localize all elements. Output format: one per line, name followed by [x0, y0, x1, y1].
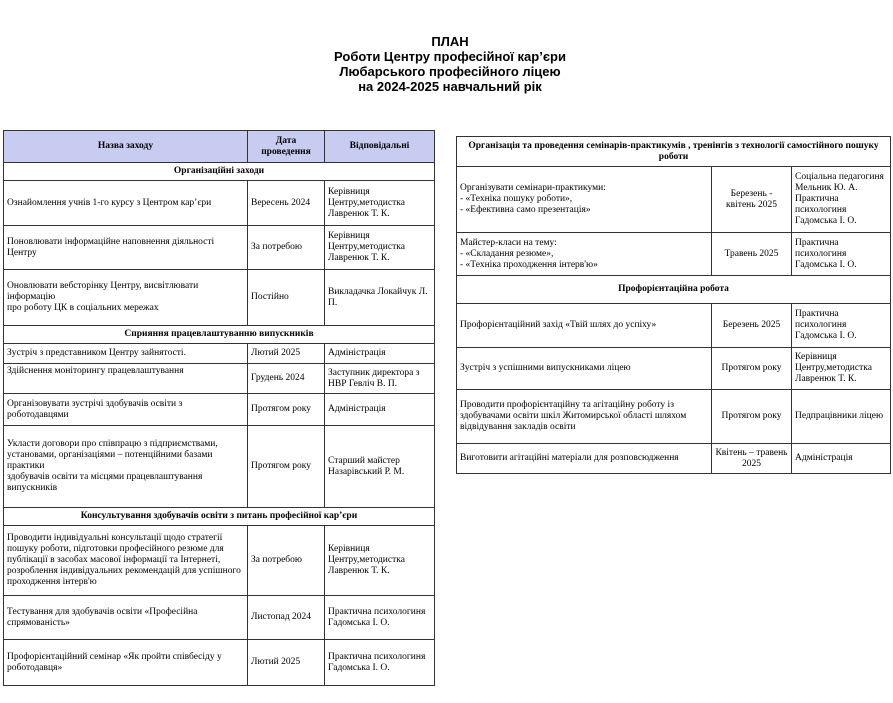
event-date: За потребою — [248, 226, 325, 270]
section-row — [4, 163, 435, 181]
table-row — [4, 526, 435, 596]
event-date: Березень 2025 — [712, 304, 792, 348]
event-name: Проводити профорієнтаційну та агітаційну роботу із здобувачами освіти шкіл Житомирської області шляхом відвідування закладів освіти — [457, 390, 712, 444]
event-responsible: Адміністрація — [325, 344, 435, 364]
section-title: Консультування здобувачів освіти з питань професійної кар’єри — [4, 508, 435, 526]
event-name: Поновлювати інформаційне наповнення діяльності Центру — [4, 226, 248, 270]
event-responsible: Соціальна педагогиня Мельник Ю. А. Практична психологиня Гадомська І. О. — [792, 167, 891, 233]
table-row — [4, 270, 435, 326]
event-name: Зустріч з успішними випускниками ліцею — [457, 348, 712, 390]
event-date: Травень 2025 — [712, 233, 792, 276]
section-title: Профорієнтаційна робота — [457, 276, 891, 304]
title-line-3: Любарського професійного ліцею — [339, 64, 561, 79]
event-date: Протягом року — [712, 348, 792, 390]
event-name: Тестування для здобувачів освіти «Професійна спрямованість» — [4, 596, 248, 640]
table-row — [4, 426, 435, 508]
event-date: Вересень 2024 — [248, 181, 325, 226]
left-plan-table — [3, 130, 435, 686]
table-row — [4, 596, 435, 640]
event-responsible: Адміністрація — [792, 444, 891, 474]
event-date: Протягом року — [248, 394, 325, 426]
table-row — [457, 444, 891, 474]
event-name: Ознайомлення учнів 1-го курсу з Центром кар’єри — [4, 181, 248, 226]
event-responsible: Адміністрація — [325, 394, 435, 426]
event-responsible: Практична психологиня Гадомська І. О. — [792, 304, 891, 348]
table-row — [457, 233, 891, 276]
event-responsible: Практична психологиня Гадомська І. О. — [325, 596, 435, 640]
section-title: Організаційні заходи — [4, 163, 435, 181]
event-date: Грудень 2024 — [248, 364, 325, 394]
table-row — [4, 364, 435, 394]
event-date: Постійно — [248, 270, 325, 326]
section-row — [457, 137, 891, 167]
table-row — [457, 348, 891, 390]
table-row — [4, 344, 435, 364]
event-responsible: Практична психологиня Гадомська І. О. — [325, 640, 435, 686]
section-row — [4, 326, 435, 344]
section-row — [4, 508, 435, 526]
event-date: Лютий 2025 — [248, 344, 325, 364]
event-name: Виготовити агітаційні матеріали для розповсюдження — [457, 444, 712, 474]
event-responsible: Практична психологиня Гадомська І. О. — [792, 233, 891, 276]
event-responsible: Викладачка Локайчук Л. П. — [325, 270, 435, 326]
event-name: Оновлювати вебсторінку Центру, висвітлювати інформацію про роботу ЦК в соціальних мережах — [4, 270, 248, 326]
header-responsible: Відповідальні — [325, 131, 435, 163]
event-date: Березень - квітень 2025 — [712, 167, 792, 233]
event-name: Профорієнтаційний семінар «Як пройти співбесіду у роботодавця» — [4, 640, 248, 686]
section-title: Організація та проведення семінарів-практикумів , тренінгів з технології самостійного пошуку роботи — [457, 137, 891, 167]
event-date: Лютий 2025 — [248, 640, 325, 686]
event-date: За потребою — [248, 526, 325, 596]
table-row — [457, 167, 891, 233]
event-responsible: Заступник директора з НВР Гевліч В. П. — [325, 364, 435, 394]
table-row — [457, 304, 891, 348]
document-title — [240, 34, 660, 94]
event-date: Протягом року — [248, 426, 325, 508]
title-line-1: ПЛАН — [431, 34, 469, 49]
event-responsible: Керівниця Центру,методистка Лавренюк Т. К. — [325, 181, 435, 226]
event-responsible: Педпрацівники ліцею — [792, 390, 891, 444]
event-responsible: Керівниця Центру,методистка Лавренюк Т. К. — [325, 226, 435, 270]
header-name: Назва заходу — [4, 131, 248, 163]
event-name: Організувати семінари-практикуми: - «Техніка пошуку роботи», - «Ефективна само презентація» — [457, 167, 712, 233]
event-responsible: Керівниця Центру,методистка Лавренюк Т. К. — [325, 526, 435, 596]
event-date: Квітень – травень 2025 — [712, 444, 792, 474]
section-row — [457, 276, 891, 304]
event-responsible: Старший майстер Назарівський Р. М. — [325, 426, 435, 508]
table-row — [457, 390, 891, 444]
event-responsible: Керівниця Центру,методистка Лавренюк Т. К. — [792, 348, 891, 390]
header-date: Дата проведення — [248, 131, 325, 163]
event-name: Профорієнтаційний захід «Твій шлях до успіху» — [457, 304, 712, 348]
event-name: Майстер-класи на тему: - «Складання резюме», - «Техніка проходження інтерв'ю» — [457, 233, 712, 276]
table-row — [4, 181, 435, 226]
table-row — [4, 394, 435, 426]
event-date: Листопад 2024 — [248, 596, 325, 640]
event-name: Проводити індивідуальні консультації щодо стратегії пошуку роботи, підготовки професійного резюме для публікації в засобах масової інформації та Інтернеті, розроблення індивідуальних рекомендацій для успішного проходження інтерв'ю — [4, 526, 248, 596]
event-name: Зустріч з представником Центру зайнятості. — [4, 344, 248, 364]
table-header-row — [4, 131, 435, 163]
table-row — [4, 640, 435, 686]
event-name: Укласти договори про співпрацю з підприємствами, установами, організаціями – потенційними базами практики здобувачів освіти та місцями працевлаштування випускників — [4, 426, 248, 508]
event-name: Здійснення моніторингу працевлаштування — [4, 364, 248, 394]
title-line-2: Роботи Центру професійної кар’єри — [334, 49, 566, 64]
event-name: Організовувати зустрічі здобувачів освіти з роботодавцями — [4, 394, 248, 426]
table-row — [4, 226, 435, 270]
right-plan-table — [456, 136, 891, 474]
section-title: Сприяння працевлаштуванню випускників — [4, 326, 435, 344]
event-date: Протягом року — [712, 390, 792, 444]
title-line-4: на 2024-2025 навчальний рік — [358, 79, 542, 94]
